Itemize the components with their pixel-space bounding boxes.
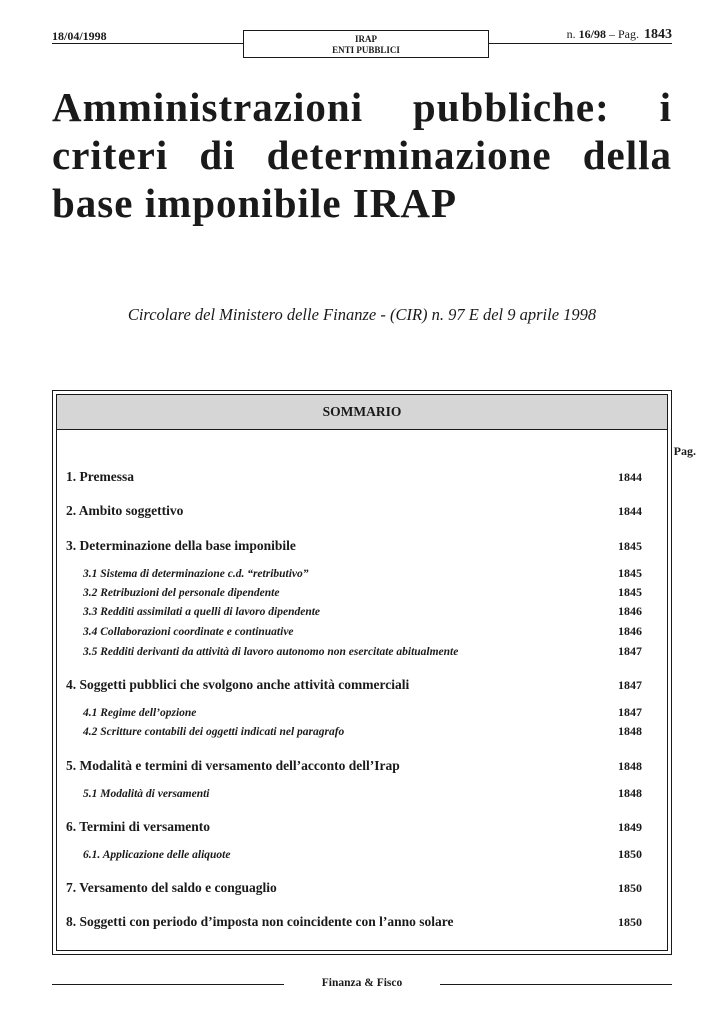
toc-label: 5.1 Modalità di versamenti [83, 788, 210, 800]
toc-entry-8 [66, 914, 642, 930]
toc-page: 1846 [618, 624, 642, 638]
footer-publication: Finanza & Fisco [321, 977, 403, 989]
toc-entry-3-1 [83, 566, 642, 581]
toc-label: 4.1 Regime dell’opzione [83, 707, 197, 719]
toc-page: 1850 [618, 881, 642, 895]
toc-page: 1847 [618, 678, 642, 692]
toc-page: 1844 [618, 504, 642, 518]
footer-rule-left [52, 984, 284, 985]
toc-entry-4 [66, 677, 642, 693]
toc-page: 1844 [618, 470, 642, 484]
header-rule-left [52, 43, 243, 44]
toc-page: 1847 [618, 644, 642, 658]
footer-rule-right [440, 984, 672, 985]
toc-page: 1848 [618, 786, 642, 800]
toc-label: 3.3 Redditi assimilati a quelli di lavoro dipendente [83, 606, 321, 618]
toc-label: 8. Soggetti con periodo d’imposta non coincidente con l’anno solare [66, 914, 454, 929]
page-column-label: Pag. [673, 444, 696, 458]
toc-entry-4-1 [83, 705, 642, 720]
toc-entry-4-2 [83, 724, 642, 739]
toc-page: 1849 [618, 820, 642, 834]
toc-label: 3.1 Sistema di determinazione c.d. “retributivo” [83, 568, 309, 580]
header-section-line2: ENTI PUBBLICI [332, 45, 400, 55]
toc-page: 1845 [618, 539, 642, 553]
issue-prefix: n. [566, 27, 576, 41]
header-section-box [243, 30, 489, 58]
page-title: Amministrazioni pubbliche: i criteri di determinazione della base imponibile IRAP [52, 84, 672, 226]
summary-heading: SOMMARIO [56, 394, 668, 430]
toc-label: 3. Determinazione della base imponibile [66, 538, 296, 553]
toc-entry-6-1 [83, 847, 642, 862]
toc-label: 6. Termini di versamento [66, 819, 210, 834]
toc-entry-3-3 [83, 604, 642, 619]
toc-label: 4. Soggetti pubblici che svolgono anche attività commerciali [66, 677, 410, 692]
toc-page: 1850 [618, 915, 642, 929]
toc-page: 1847 [618, 705, 642, 719]
toc-entry-7 [66, 880, 642, 896]
toc-entry-5-1 [83, 786, 642, 801]
toc-entry-5 [66, 758, 642, 774]
page-number: 1843 [644, 27, 672, 42]
header-date: 18/04/1998 [52, 29, 107, 43]
toc-page: 1845 [618, 566, 642, 580]
toc-page: 1848 [618, 724, 642, 738]
toc-label: 2. Ambito soggettivo [66, 503, 184, 518]
toc-label: 3.4 Collaborazioni coordinate e continuative [83, 626, 294, 638]
toc-entry-1 [66, 469, 642, 485]
page-subtitle: Circolare del Ministero delle Finanze - (CIR) n. 97 E del 9 aprile 1998 [127, 305, 597, 324]
toc-entry-2 [66, 503, 642, 519]
header-rule-right [489, 43, 672, 44]
toc-label: 6.1. Applicazione delle aliquote [83, 849, 231, 861]
toc-page: 1846 [618, 604, 642, 618]
toc-entry-6 [66, 819, 642, 835]
header-section-line1: IRAP [355, 34, 377, 44]
toc-label: 4.2 Scritture contabili dei oggetti indicati nel paragrafo [83, 726, 345, 738]
toc-entry-3-5 [83, 644, 642, 659]
toc-label: 5. Modalità e termini di versamento dell’acconto dell’Irap [66, 758, 400, 773]
issue-number: 16/98 [578, 27, 606, 41]
toc-entry-3 [66, 538, 642, 554]
header-issue-info [567, 27, 672, 43]
toc-page: 1845 [618, 585, 642, 599]
toc-label: 3.5 Redditi derivanti da attività di lavoro autonomo non esercitate abitualmente [83, 646, 459, 658]
toc-label: 3.2 Retribuzioni del personale dipendente [83, 587, 280, 599]
page-prefix: – Pag. [609, 27, 639, 41]
toc-label: 1. Premessa [66, 469, 134, 484]
toc-entry-3-4 [83, 624, 642, 639]
toc-label: 7. Versamento del saldo e conguaglio [66, 880, 277, 895]
toc-page: 1850 [618, 847, 642, 861]
toc-entry-3-2 [83, 585, 642, 600]
toc-page: 1848 [618, 759, 642, 773]
